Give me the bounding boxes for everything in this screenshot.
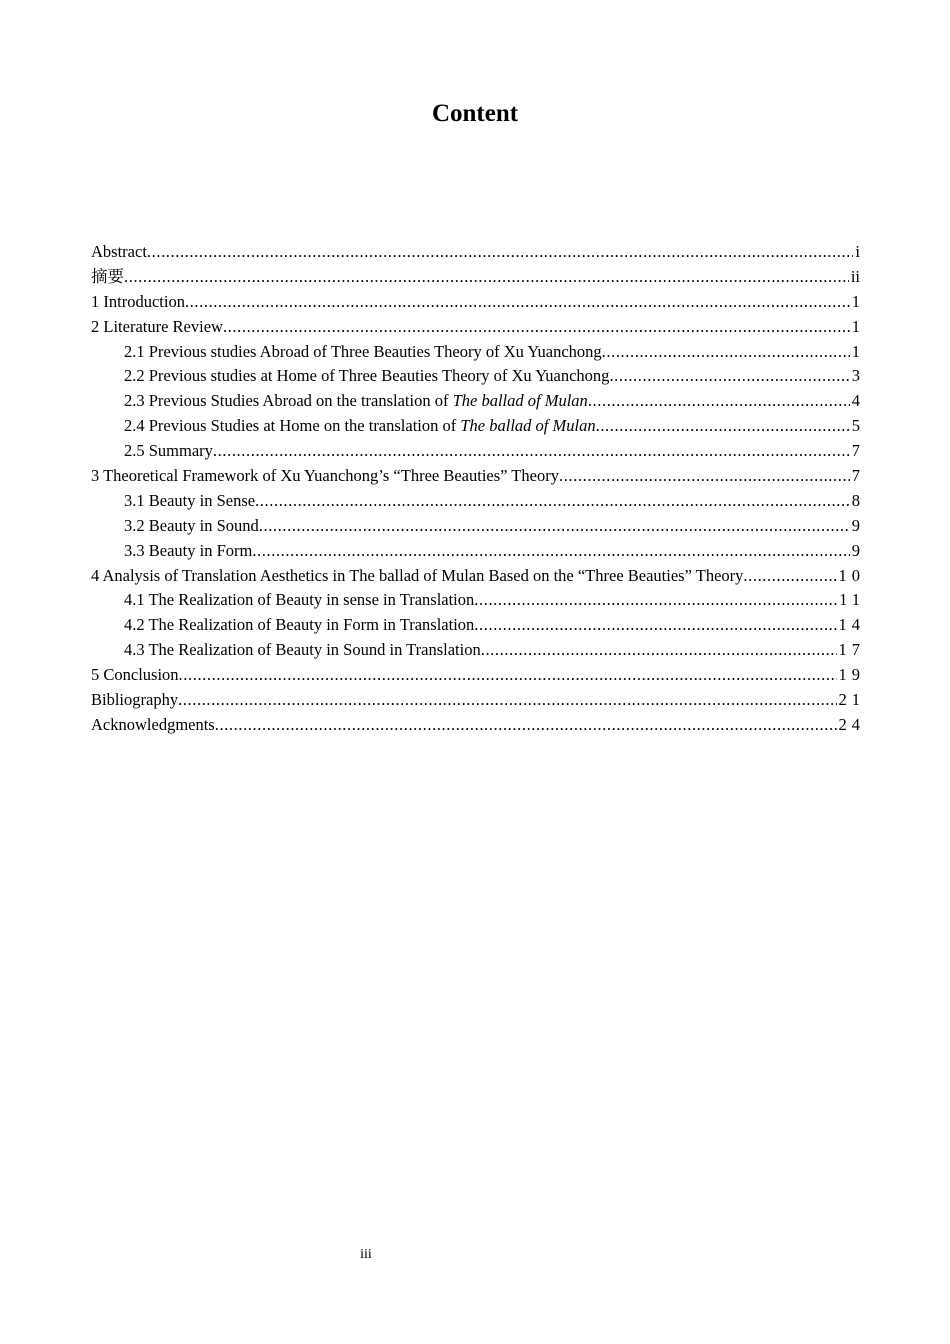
toc-page-number: 21: [838, 690, 865, 710]
page-number: iii: [360, 1247, 372, 1262]
toc-entry[interactable]: [91, 663, 865, 688]
toc-entry-title-text: 3 Theoretical Framework of Xu Yuanchong’s “Three Beauties” Theory: [91, 466, 559, 486]
toc-entry[interactable]: [91, 315, 865, 340]
toc-page-number: 7: [851, 466, 865, 486]
toc-entry-title: [91, 564, 743, 589]
toc-entry-title-text: Acknowledgments: [91, 714, 215, 734]
toc-entry-title-italic: The ballad of Mulan: [452, 391, 588, 411]
toc-page-number: 9: [851, 515, 865, 535]
toc-page-number: ii: [850, 266, 860, 286]
dot-leader: [223, 315, 850, 340]
toc-entry-title: [91, 240, 147, 265]
toc-page-number: 24: [838, 714, 865, 734]
toc-entry-title: [124, 613, 474, 638]
toc-entry-title: [124, 588, 474, 613]
toc-entry-title: [124, 340, 602, 365]
toc-page-number: i: [855, 242, 860, 261]
toc-entry-title: [91, 290, 185, 315]
toc-entry-title-text: 3.3 Beauty in Form: [124, 540, 253, 560]
toc-entry[interactable]: [91, 340, 865, 365]
toc-entry-title-text: 2 Literature Review: [91, 316, 223, 336]
toc-page-number: 1: [851, 291, 865, 311]
table-of-contents: [91, 240, 865, 738]
toc-page-number: 8: [851, 490, 865, 510]
dot-leader: [252, 539, 849, 564]
toc-entry[interactable]: [91, 588, 865, 613]
toc-entry-title-text: 2.2 Previous studies at Home of Three Beauties Theory of Xu Yuanchong: [124, 366, 610, 386]
toc-entry-title-text: Abstract: [91, 242, 147, 261]
dot-leader: [602, 340, 850, 365]
dot-leader: [185, 290, 850, 315]
toc-entry[interactable]: [91, 489, 865, 514]
toc-entry[interactable]: [91, 713, 865, 738]
dot-leader: [178, 688, 836, 713]
toc-entry[interactable]: [91, 290, 865, 315]
toc-page-number: 14: [838, 615, 865, 635]
toc-entry[interactable]: [91, 638, 865, 663]
dot-leader: [255, 489, 850, 514]
toc-entry-title-italic: The ballad of Mulan: [460, 416, 596, 436]
toc-entry[interactable]: [91, 464, 865, 489]
toc-entry[interactable]: [91, 564, 865, 589]
toc-entry-title-text: 2.3 Previous Studies Abroad on the translation of: [124, 391, 453, 411]
toc-entry-title-text: 1 Introduction: [91, 291, 185, 311]
dot-leader: [474, 613, 836, 638]
toc-entry-title-text: 2.1 Previous studies Abroad of Three Beauties Theory of Xu Yuanchong: [124, 341, 602, 361]
toc-entry[interactable]: [91, 414, 865, 439]
toc-entry-title-text: 4.3 The Realization of Beauty in Sound in Translation: [124, 640, 481, 660]
dot-leader: [259, 514, 850, 539]
toc-entry[interactable]: [91, 613, 865, 638]
toc-page-number: 3: [851, 366, 865, 386]
toc-entry[interactable]: [91, 439, 865, 464]
page-title: Content: [431, 100, 519, 127]
toc-entry[interactable]: [91, 364, 865, 389]
dot-leader: [609, 364, 849, 389]
toc-page-number: 5: [851, 416, 865, 436]
toc-entry-title: [91, 315, 223, 340]
toc-page-number: 1: [851, 316, 865, 336]
dot-leader: [743, 564, 836, 589]
toc-entry-title: [91, 265, 124, 290]
toc-entry-title-text: 3.2 Beauty in Sound: [124, 515, 259, 535]
dot-leader: [147, 240, 854, 265]
toc-entry-title-text: 摘要: [91, 266, 124, 286]
toc-page-number: 9: [851, 540, 865, 560]
toc-entry[interactable]: [91, 514, 865, 539]
toc-page-number: 4: [851, 391, 865, 411]
toc-entry[interactable]: [91, 240, 860, 265]
dot-leader: [215, 713, 837, 738]
toc-entry-title-text: 4 Analysis of Translation Aesthetics in The ballad of Mulan Based on the “Three Beauties” Theory: [91, 565, 744, 585]
dot-leader: [124, 265, 849, 290]
toc-entry-title-text: 2.5 Summary: [124, 441, 213, 461]
toc-page-number: 7: [851, 441, 865, 461]
toc-entry-title: [124, 539, 252, 564]
toc-entry-title: [91, 713, 215, 738]
toc-entry-title: [124, 364, 609, 389]
dot-leader: [213, 439, 850, 464]
toc-page-number: 19: [838, 665, 865, 685]
dot-leader: [596, 414, 850, 439]
toc-entry-title: [124, 389, 588, 414]
toc-entry-title-text: Bibliography: [91, 690, 179, 710]
toc-page-number: 10: [838, 565, 865, 585]
toc-page-number: 1: [851, 341, 865, 361]
toc-entry-title-text: 4.1 The Realization of Beauty in sense in Translation: [124, 590, 475, 610]
dot-leader: [474, 588, 837, 613]
toc-entry-title: [91, 663, 179, 688]
toc-entry-title: [124, 414, 596, 439]
toc-entry[interactable]: [91, 265, 860, 290]
toc-entry-title: [124, 489, 255, 514]
toc-page-number: 11: [839, 590, 865, 610]
toc-entry-title: [124, 514, 259, 539]
dot-leader: [481, 638, 837, 663]
toc-entry-title: [91, 464, 559, 489]
dot-leader: [559, 464, 850, 489]
toc-entry[interactable]: [91, 688, 865, 713]
toc-entry-title: [124, 638, 481, 663]
toc-entry-title-text: 3.1 Beauty in Sense: [124, 490, 256, 510]
toc-entry-title-text: 2.4 Previous Studies at Home on the translation of: [124, 416, 461, 436]
toc-entry[interactable]: [91, 539, 865, 564]
toc-entry-title-text: 4.2 The Realization of Beauty in Form in Translation: [124, 615, 475, 635]
toc-entry-title: [91, 688, 178, 713]
toc-entry[interactable]: [91, 389, 865, 414]
toc-entry-title-text: 5 Conclusion: [91, 665, 179, 685]
dot-leader: [588, 389, 850, 414]
toc-page-number: 17: [838, 640, 865, 660]
dot-leader: [179, 663, 837, 688]
toc-entry-title: [124, 439, 213, 464]
